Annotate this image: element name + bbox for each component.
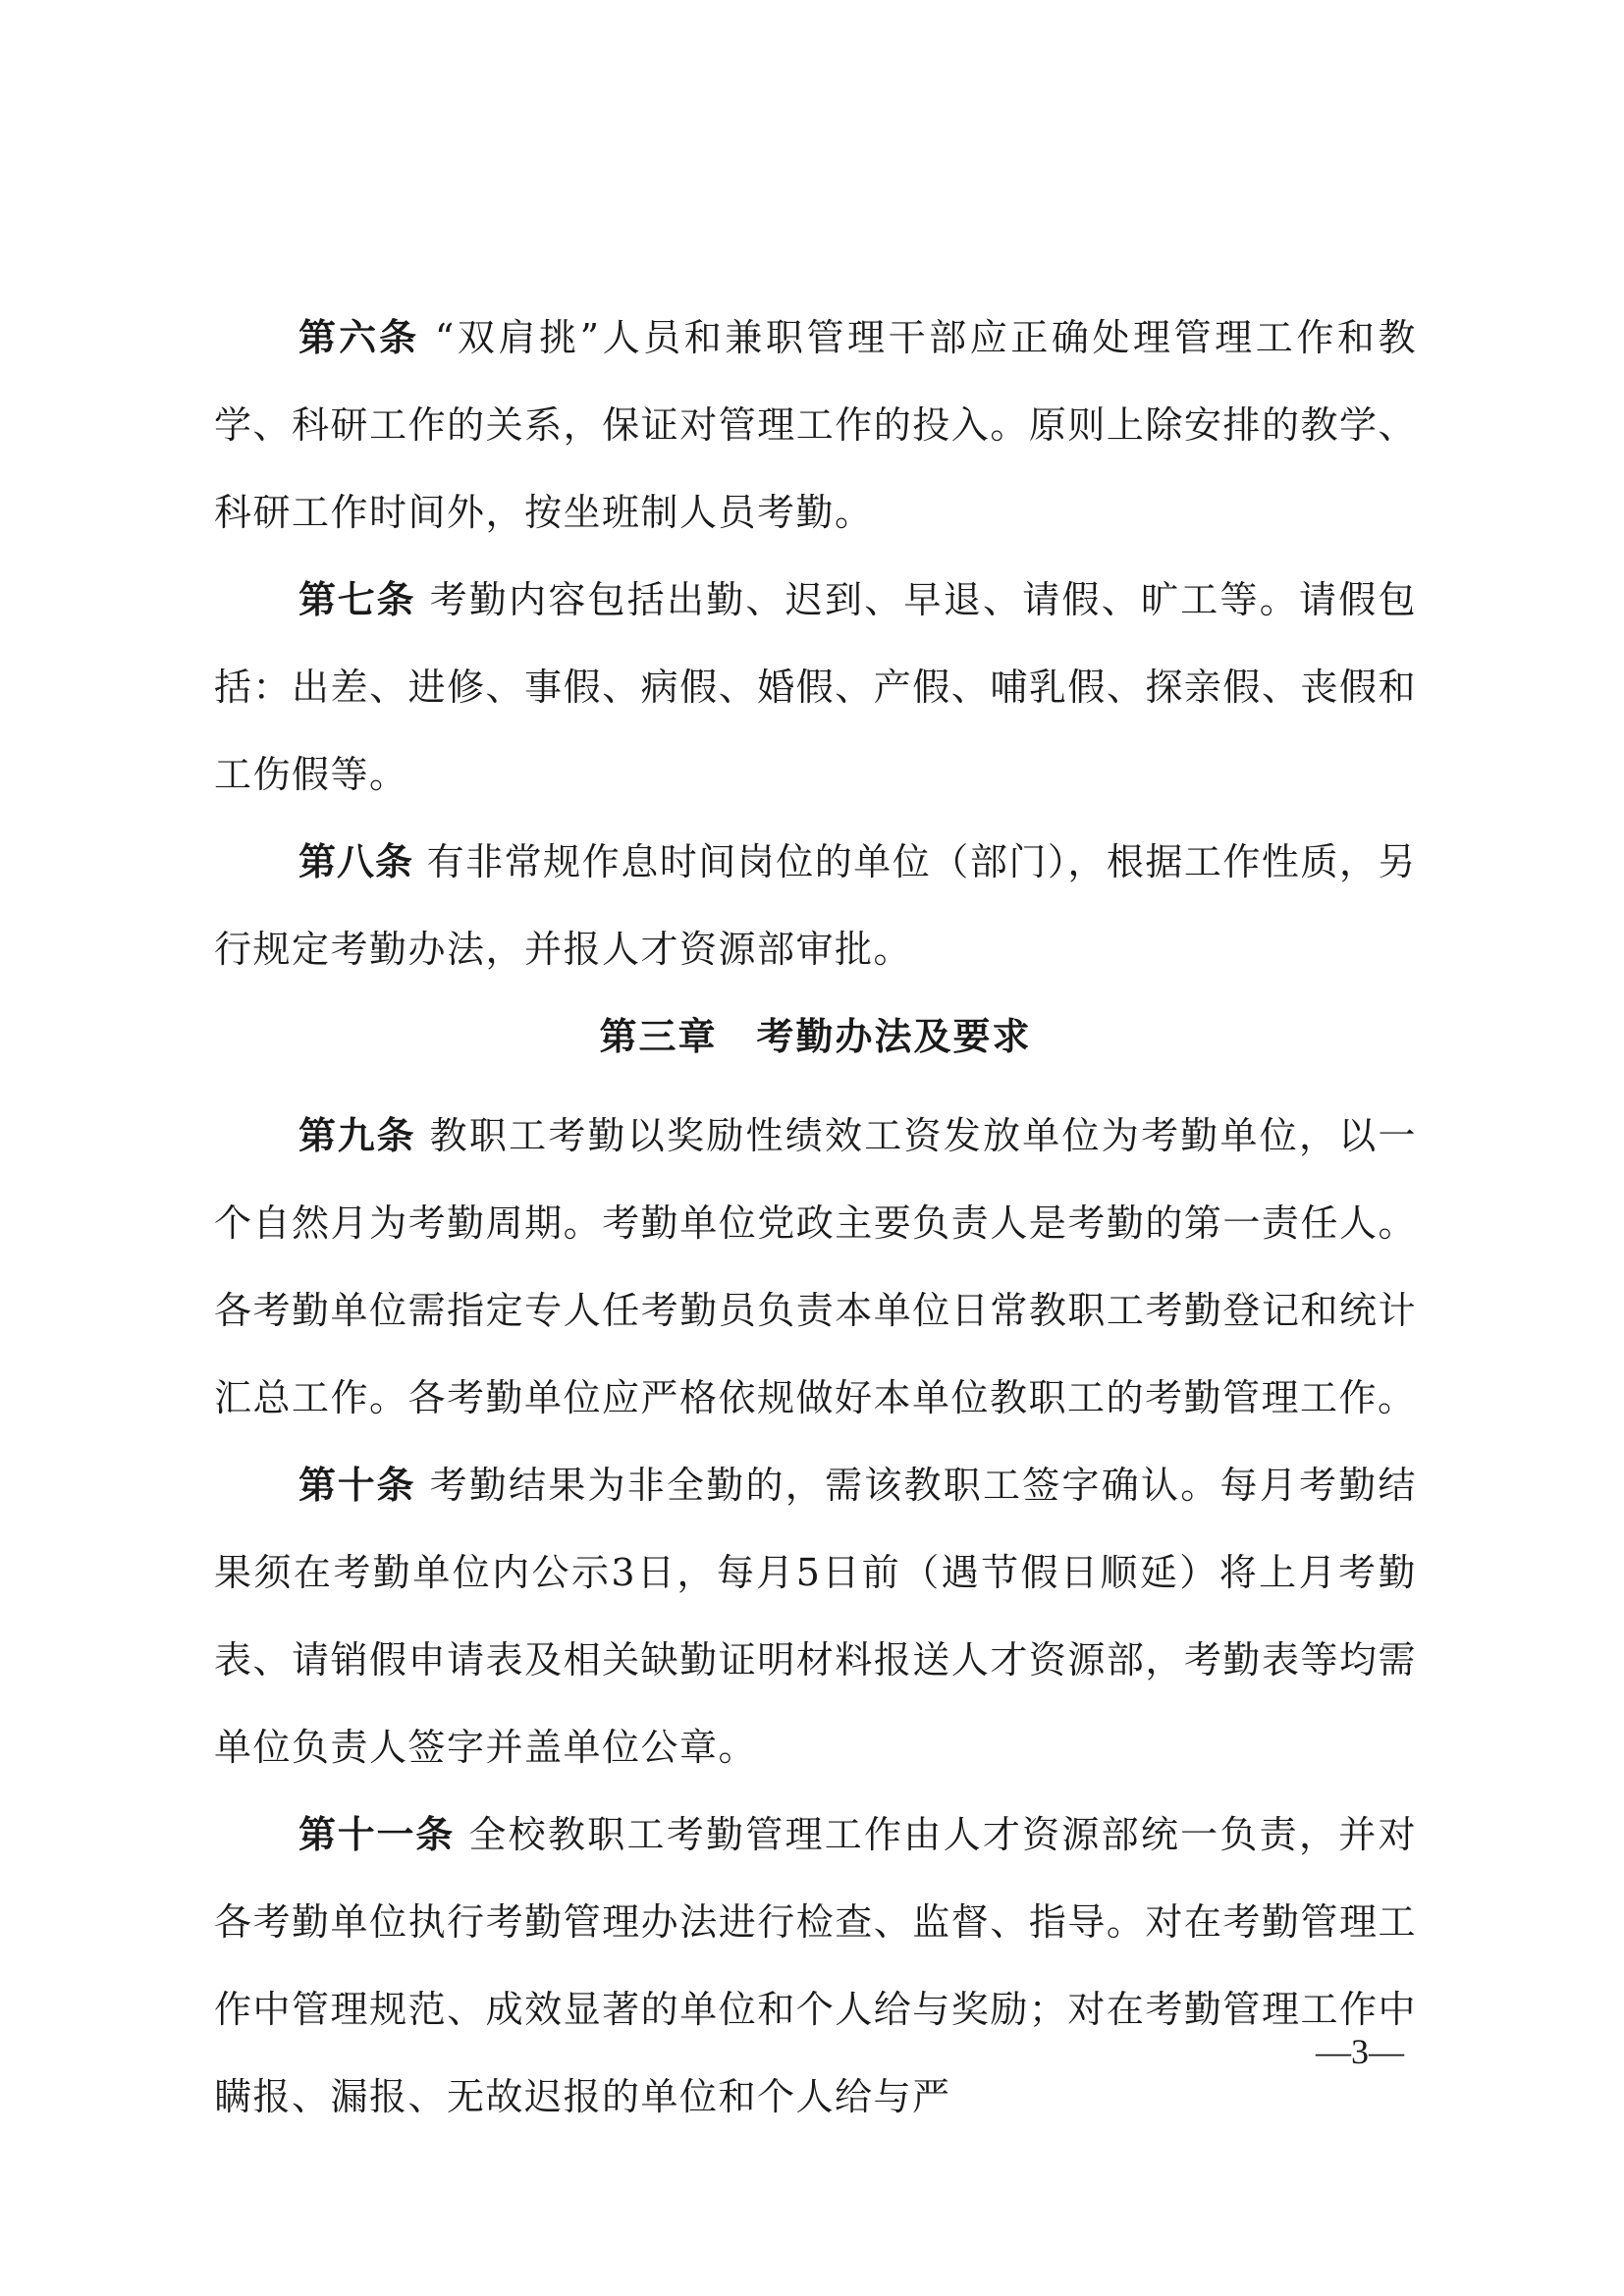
article-11 bbox=[214, 1791, 1417, 2141]
article-text: “双肩挑”人员和兼职管理干部应正确处理管理工作和教学、科研工作的关系，保证对管理工作的投入。原则上除安排的教学、科研工作时间外，按坐班制人员考勤。 bbox=[214, 316, 1417, 534]
article-8 bbox=[214, 819, 1417, 993]
article-title: 第十条 bbox=[298, 1464, 416, 1507]
article-text: 考勤内容包括出勤、迟到、早退、请假、旷工等。请假包括：出差、进修、事假、病假、婚假、产假、哺乳假、探亲假、丧假和工伤假等。 bbox=[214, 578, 1417, 796]
article-title: 第八条 bbox=[298, 840, 414, 883]
page-number: —3— bbox=[1316, 2032, 1404, 2071]
article-9 bbox=[214, 1093, 1417, 1442]
article-6 bbox=[214, 294, 1417, 557]
article-10 bbox=[214, 1442, 1417, 1791]
document-body bbox=[214, 294, 1417, 2141]
article-title: 第十一条 bbox=[298, 1813, 456, 1856]
article-title: 第九条 bbox=[298, 1114, 416, 1157]
article-text: 全校教职工考勤管理工作由人才资源部统一负责，并对各考勤单位执行考勤管理办法进行检查、监督、指导。对在考勤管理工作中管理规范、成效显著的单位和个人给与奖励；对在考勤管理工作中瞒报、漏报、无故迟报的单位和个人给与严 bbox=[214, 1813, 1417, 2118]
chapter-heading: 第三章 考勤办法及要求 bbox=[599, 1015, 1032, 1058]
article-text: 考勤结果为非全勤的，需该教职工签字确认。每月考勤结果须在考勤单位内公示3日，每月5日前（遇节假日顺延）将上月考勤表、请销假申请表及相关缺勤证明材料报送人才资源部，考勤表等均需单位负责人签字并盖单位公章。 bbox=[214, 1464, 1417, 1769]
article-text: 有非常规作息时间岗位的单位（部门），根据工作性质，另行规定考勤办法，并报人才资源部审批。 bbox=[214, 840, 1417, 971]
article-7 bbox=[214, 557, 1417, 819]
article-title: 第六条 bbox=[298, 316, 420, 359]
article-text: 教职工考勤以奖励性绩效工资发放单位为考勤单位，以一个自然月为考勤周期。考勤单位党政主要负责人是考勤的第一责任人。各考勤单位需指定专人任考勤员负责本单位日常教职工考勤登记和统计汇总工作。各考勤单位应严格依规做好本单位教职工的考勤管理工作。 bbox=[214, 1114, 1417, 1419]
article-title: 第七条 bbox=[298, 578, 416, 621]
